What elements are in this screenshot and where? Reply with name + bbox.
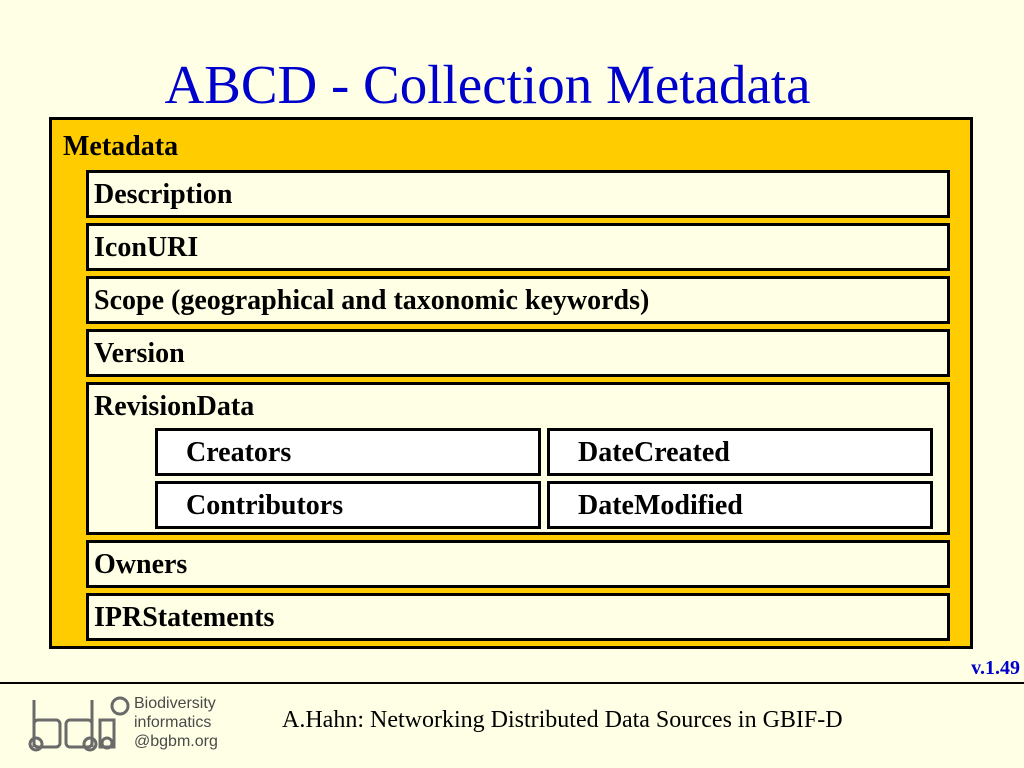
owners-box [86, 540, 950, 588]
bdi-logo [26, 692, 236, 758]
description-box [86, 170, 950, 218]
logo-line-2: informatics [134, 714, 212, 731]
version-box [86, 329, 950, 377]
creators-box [155, 428, 541, 476]
date-modified-box [547, 481, 933, 529]
version-tag: v.1.49 [971, 657, 1020, 679]
contributors-box [155, 481, 541, 529]
owners-label: Owners [94, 549, 188, 580]
ipr-statements-label: IPRStatements [94, 602, 275, 633]
footer-divider [0, 682, 1024, 684]
bdi-logo-icon [26, 692, 130, 758]
scope-label: Scope (geographical and taxonomic keywords) [94, 285, 650, 316]
footer-text: A.Hahn: Networking Distributed Data Sources in GBIF-D [282, 707, 843, 733]
contributors-label: Contributors [186, 490, 344, 521]
revision-data-label: RevisionData [94, 391, 255, 422]
icon-uri-label: IconURI [94, 232, 199, 263]
description-label: Description [94, 179, 233, 210]
date-created-label: DateCreated [578, 437, 730, 468]
scope-box [86, 276, 950, 324]
date-created-box [547, 428, 933, 476]
slide-title: ABCD - Collection Metadata [164, 54, 811, 115]
date-modified-label: DateModified [578, 490, 743, 521]
metadata-label: Metadata [63, 131, 179, 162]
ipr-statements-box [86, 593, 950, 641]
creators-label: Creators [186, 437, 292, 468]
logo-line-3: @bgbm.org [134, 733, 218, 750]
version-label: Version [94, 338, 185, 369]
logo-text [134, 694, 218, 751]
icon-uri-box [86, 223, 950, 271]
revision-data-box [86, 382, 950, 535]
metadata-container [49, 117, 973, 649]
logo-line-1: Biodiversity [134, 695, 216, 712]
